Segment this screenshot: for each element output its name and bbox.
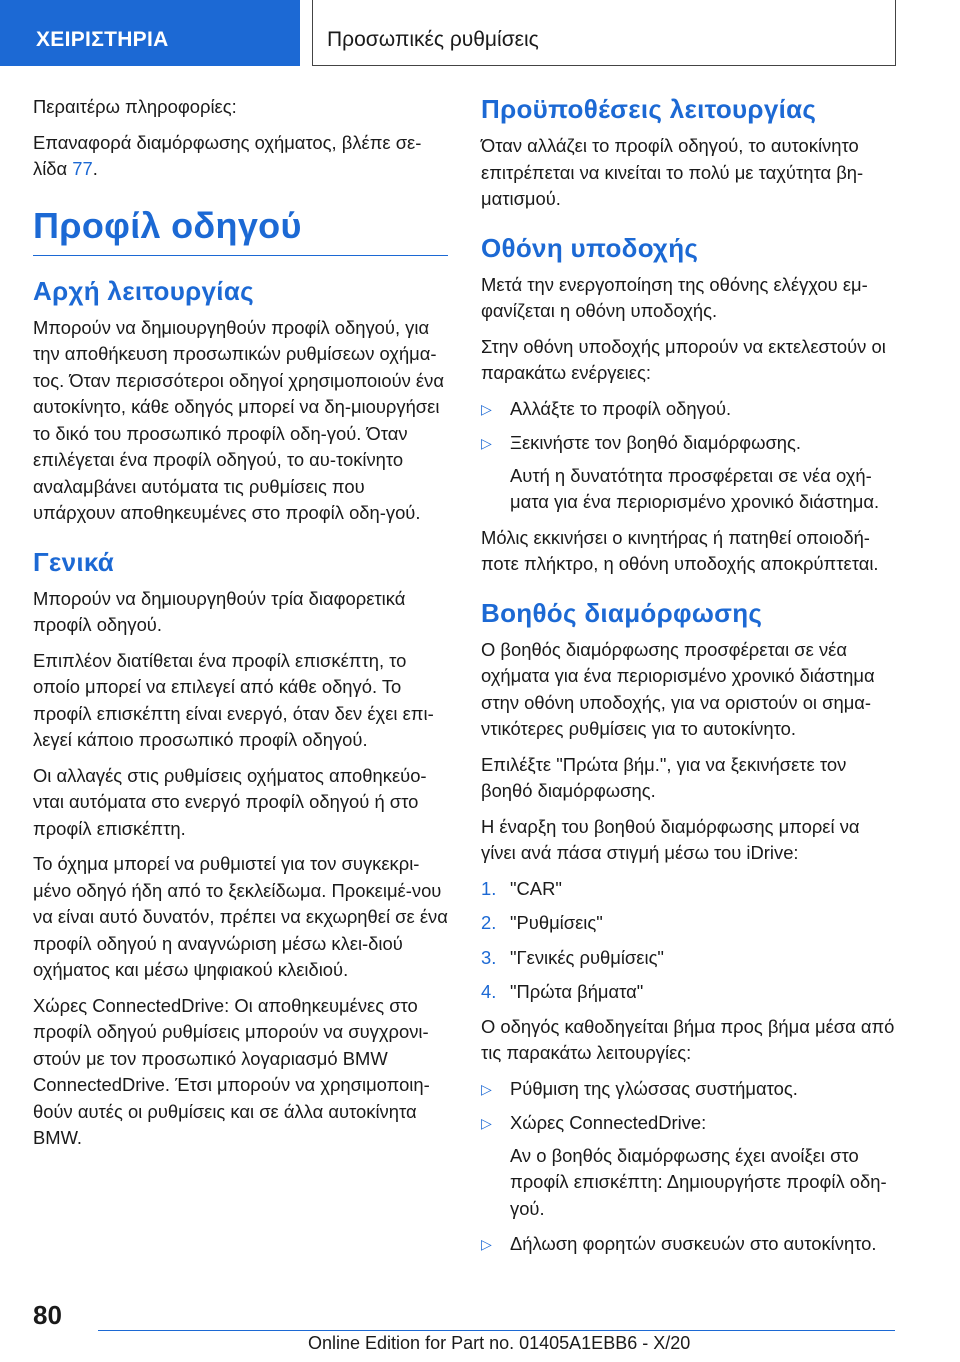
assistant-note: Αν ο βοηθός διαμόρφωσης έχει ανοίξει στο προφίλ επισκέπτη: Δημιουργήστε προφίλ οδη-γού. [510, 1144, 887, 1219]
footer-divider [98, 1330, 895, 1331]
page-link-77[interactable]: 77 [72, 158, 93, 179]
step-number: 2. [481, 912, 497, 933]
triangle-right-icon: ▷ [481, 1115, 492, 1131]
left-column [33, 94, 448, 1161]
triangle-right-icon: ▷ [481, 400, 492, 417]
heading-prerequisites: Προϋποθέσεις λειτουργίας [481, 94, 817, 124]
paragraph-assistant-2: Επιλέξτε "Πρώτα βήμ.", για να ξεκινήσετε τον βοηθό διαμόρφωσης. [481, 753, 847, 801]
triangle-right-icon: ▷ [481, 435, 492, 451]
step-number: 3. [481, 946, 497, 968]
step-item [481, 910, 899, 937]
welcome-action-list [481, 396, 899, 457]
heading-setup-assistant: Βοηθός διαμόρφωσης [481, 597, 763, 628]
list-item [481, 1076, 899, 1103]
list-item [481, 1231, 899, 1258]
further-info-label: Περαιτέρω πληροφορίες: [33, 96, 237, 117]
step-text: "Γενικές ρυθμίσεις" [510, 946, 664, 968]
heading-welcome-screen: Οθόνη υποδοχής [481, 232, 699, 263]
paragraph-general-2: Επιπλέον διατίθεται ένα προφίλ επισκέπτη, το οποίο μπορεί να επιλεγεί από κάθε οδηγό. Το προφίλ επισκέπτη είναι ενεργό, όταν δεν έχει επι-λεγεί κάποιο προσωπικό προφίλ οδηγού. [33, 649, 434, 750]
assistant-function-list [481, 1076, 899, 1137]
list-item-text: Ρύθμιση της γλώσσας συστήματος. [510, 1077, 798, 1099]
list-item [481, 430, 899, 457]
page-number: 80 [33, 1300, 62, 1330]
step-text: "CAR" [510, 877, 562, 899]
step-item [481, 945, 899, 972]
page-header [0, 0, 960, 66]
welcome-note: Αυτή η δυνατότητα προσφέρεται σε νέα οχή-ματα για ένα περιορισμένο χρονικό διάστημα. [510, 464, 880, 512]
list-item [481, 396, 899, 423]
paragraph-general-5: Χώρες ConnectedDrive: Οι αποθηκευμένες στο προφίλ οδηγού ρυθμίσεις μπορούν να συγχρονι-στούν με τον προσωπικό λογαριασμό BMW ConnectedDrive. Έτσι μπορούν να χρησιμοποιη-θούν αυτές οι ρυθμίσεις και σε άλλα αυτοκίνητα BMW. [33, 994, 430, 1148]
right-column [481, 94, 899, 1266]
reset-reference [33, 130, 448, 183]
page-title: Προφίλ οδηγού [33, 205, 448, 256]
heading-general: Γενικά [33, 546, 115, 577]
reset-reference-end: . [92, 158, 98, 179]
paragraph-prerequisites: Όταν αλλάζει το προφίλ οδηγού, το αυτοκίνητο επιτρέπεται να κινείται το πολύ με ταχύτητα βη-ματισμού. [481, 135, 864, 209]
paragraph-assistant-4: Ο οδηγός καθοδηγείται βήμα προς βήμα μέσα από τις παρακάτω λειτουργίες: [481, 1015, 895, 1063]
triangle-right-icon: ▷ [481, 1080, 492, 1097]
section-tab: ΧΕΙΡΙΣΤΗΡΙΑ [0, 0, 300, 66]
step-number: 1. [481, 877, 497, 899]
heading-principle: Αρχή λειτουργίας [33, 275, 254, 306]
chapter-title: Προσωπικές ρυθμίσεις [312, 0, 896, 66]
paragraph-welcome-2: Στην οθόνη υποδοχής μπορούν να εκτελεστούν οι παρακάτω ενέργειες: [481, 335, 886, 383]
step-item [481, 876, 899, 903]
step-text: "Ρυθμίσεις" [510, 912, 603, 933]
paragraph-welcome-3: Μόλις εκκινήσει ο κινητήρας ή πατηθεί οποιοδή-ποτε πλήκτρο, η οθόνη υποδοχής αποκρύπτεται. [481, 526, 879, 574]
idrive-steps-list [481, 876, 899, 1006]
reset-reference-text: Επαναφορά διαμόρφωσης οχήματος, βλέπε σε-λίδα [33, 131, 422, 179]
list-item-text: Χώρες ConnectedDrive: [510, 1112, 707, 1133]
triangle-right-icon: ▷ [481, 1236, 492, 1252]
paragraph-principle: Μπορούν να δημιουργηθούν προφίλ οδηγού, για την αποθήκευση προσωπικών ρυθμίσεων οχήμα-τος. Όταν περισσότεροι οδηγοί χρησιμοποιούν ένα αυτοκίνητο, κάθε οδηγός μπορεί να δη-μιουργήσει το δικό του προσωπικό προφίλ οδη-γού. Όταν επιλέγεται ένα προφίλ οδηγού, το αυ-τοκίνητο αναλαμβάνει αυτόματα τις ρυθμίσεις που υπάρχουν αποθηκευμένες στο προφίλ οδη-γού. [33, 316, 444, 523]
assistant-function-list-cont [481, 1231, 899, 1258]
list-item [481, 1110, 899, 1137]
paragraph-general-1: Μπορούν να δημιουργηθούν τρία διαφορετικά προφίλ οδηγού. [33, 587, 406, 635]
paragraph-welcome-1: Μετά την ενεργοποίηση της οθόνης ελέγχου εμ-φανίζεται η οθόνη υποδοχής. [481, 273, 868, 321]
list-item-text: Ξεκινήστε τον βοηθό διαμόρφωσης. [510, 432, 801, 453]
step-number: 4. [481, 981, 497, 1002]
paragraph-assistant-3: Η έναρξη του βοηθού διαμόρφωσης μπορεί να γίνει ανά πάσα στιγμή μέσω του iDrive: [481, 815, 860, 863]
edition-info: Online Edition for Part no. 01405A1EBB6 - X/20 [308, 1333, 691, 1353]
paragraph-assistant-1: Ο βοηθός διαμόρφωσης προσφέρεται σε νέα οχήματα για ένα περιορισμένο χρονικό διάστημα στην οθόνη υποδοχής, για να οριστούν οι σημα-ντικότερες ρυθμίσεις για το αυτοκίνητο. [481, 638, 875, 739]
paragraph-general-4: Το όχημα μπορεί να ρυθμιστεί για τον συγκεκρι-μένο οδηγό ήδη από το ξεκλείδωμα. Προκειμέ-νου να είναι αυτό δυνατόν, πρέπει να εκχωρηθεί σε ένα προφίλ οδηγού η αναγνώριση μέσω κλει-διού οχήματος και μέσω ψηφιακού κλειδιού. [33, 853, 448, 980]
paragraph-general-3: Οι αλλαγές στις ρυθμίσεις οχήματος αποθηκεύο-νται αυτόματα στο ενεργό προφίλ οδηγού ή στο προφίλ επισκέπτη. [33, 764, 427, 839]
list-item-text: Αλλάξτε το προφίλ οδηγού. [510, 397, 732, 419]
step-text: "Πρώτα βήματα" [510, 981, 644, 1002]
list-item-text: Δήλωση φορητών συσκευών στο αυτοκίνητο. [510, 1233, 877, 1254]
step-item [481, 979, 899, 1006]
